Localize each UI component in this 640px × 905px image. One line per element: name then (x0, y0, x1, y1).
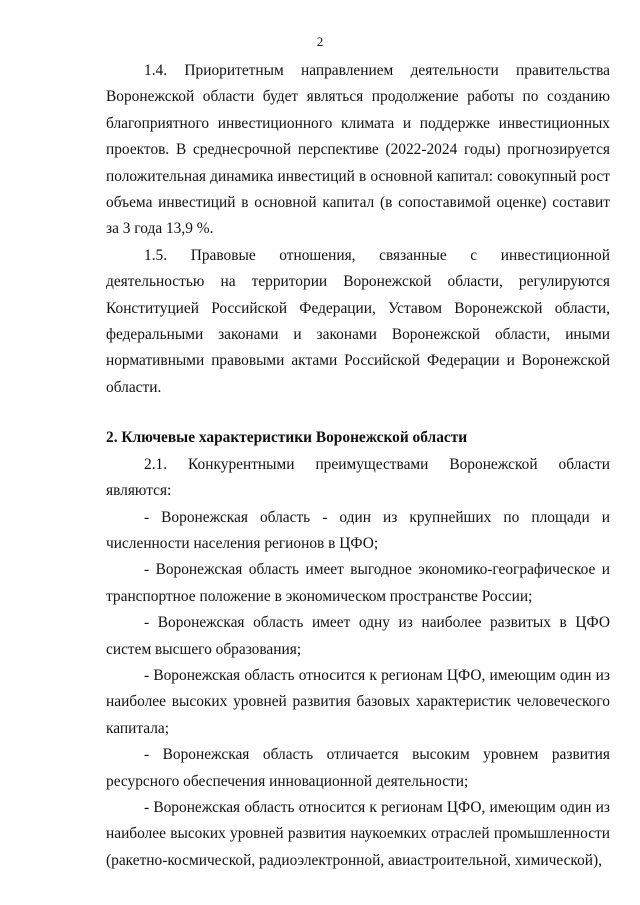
document-body (106, 58, 610, 874)
paragraph-1-4: 1.4. Приоритетным направлением деятельности правительства Воронежской области будет являться продолжение работы по созданию благоприятного инвестиционного климата и поддержке инвестиционных проектов. В среднесрочной перспективе (2022-2024 годы) прогнозируется положительная динамика инвестиций в основной капитал: совокупный рост объема инвестиций в основной капитал (в сопоставимой оценке) составит за 3 года 13,9 %. (106, 62, 610, 238)
list-item: - Воронежская область отличается высоким уровнем развития ресурсного обеспечения инновационной деятельности; (106, 746, 610, 790)
list-item: - Воронежская область относится к регионам ЦФО, имеющим один из наиболее высоких уровней развития наукоемких отраслей промышленности (ракетно-космической, радиоэлектронной, авиастроительной, химической), (106, 798, 610, 869)
list-item: - Воронежская область - один из крупнейших по площади и численности населения регионов в ЦФО; (106, 508, 610, 552)
section-2-heading: 2. Ключевые характеристики Воронежской области (106, 429, 468, 447)
list-item: - Воронежская область имеет одну из наиболее развитых в ЦФО систем высшего образования; (106, 614, 610, 658)
list-item: - Воронежская область относится к регионам ЦФО, имеющим один из наиболее высоких уровней развития базовых характеристик человеческого капитала; (106, 666, 610, 737)
page-number: 2 (316, 34, 324, 49)
list-item: - Воронежская область имеет выгодное экономико-географическое и транспортное положение в экономическом пространстве России; (106, 561, 610, 605)
paragraph-2-1: 2.1. Конкурентными преимуществами Воронежской области являются: (106, 455, 610, 500)
paragraph-1-5: 1.5. Правовые отношения, связанные с инвестиционной деятельностью на территории Воронежской области, регулируются Конституцией Российской Федерации, Уставом Воронежской области, федеральными законами и законами Воронежской области, иными нормативными правовыми актами Российской Федерации и Воронежской области. (106, 246, 610, 396)
